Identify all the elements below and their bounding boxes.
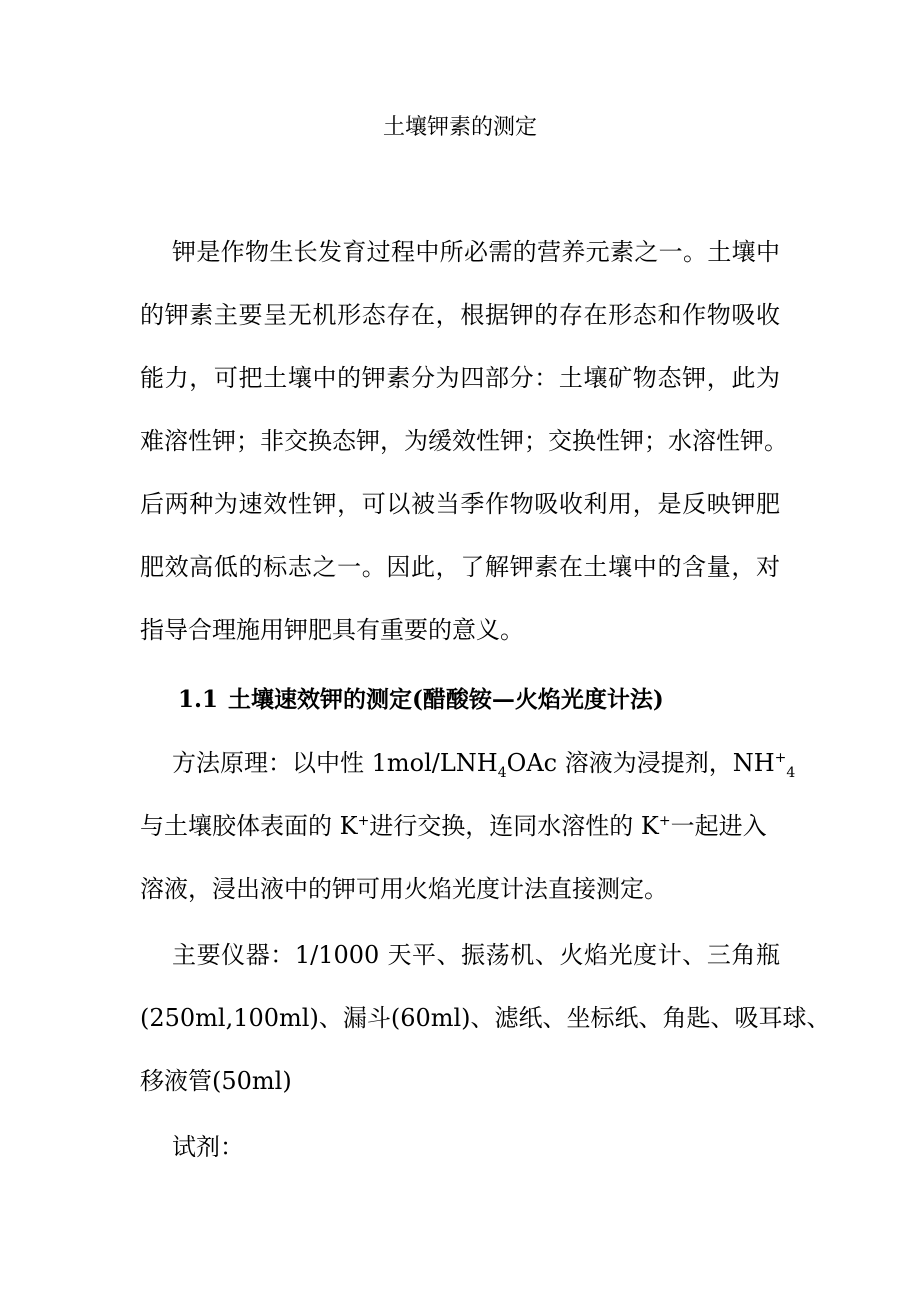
instruments-line: 移液管(50ml) [140, 1067, 292, 1095]
instruments-line: (250ml,100ml)、漏斗(60ml)、滤纸、坐标纸、角匙、吸耳球、 [140, 1004, 831, 1032]
section-number: 1.1 [178, 686, 219, 713]
intro-line: 后两种为速效性钾，可以被当季作物吸收利用，是反映钾肥 [140, 490, 780, 518]
section-heading [178, 680, 664, 720]
reagents-label: 试剂： [172, 1133, 244, 1161]
principle-line: 溶液，浸出液中的钾可用火焰光度计法直接测定。 [140, 875, 668, 903]
principle-line: 与土壤胶体表面的 K+进行交换，连同水溶性的 K+一起进入 [140, 812, 767, 840]
intro-line: 难溶性钾；非交换态钾，为缓效性钾；交换性钾；水溶性钾。 [140, 427, 788, 455]
intro-line: 的钾素主要呈无机形态存在，根据钾的存在形态和作物吸收 [140, 301, 780, 329]
intro-line: 能力，可把土壤中的钾素分为四部分：土壤矿物态钾，此为 [140, 364, 780, 392]
principle-line: 方法原理：以中性 $1mol/LNH_4OAc$ 溶液为浸提剂，$NH^+_4$ [172, 749, 796, 781]
intro-line: 钾是作物生长发育过程中所必需的营养元素之一。土壤中 [172, 238, 780, 266]
document-title: 土壤钾素的测定 [382, 115, 537, 140]
section-title: 土壤速效钾的测定(醋酸铵—火焰光度计法) [228, 686, 664, 713]
intro-line: 指导合理施用钾肥具有重要的意义。 [140, 616, 524, 644]
intro-line: 肥效高低的标志之一。因此，了解钾素在土壤中的含量，对 [140, 553, 780, 581]
instruments-line: 主要仪器：1/1000 天平、振荡机、火焰光度计、三角瓶 [172, 941, 780, 969]
